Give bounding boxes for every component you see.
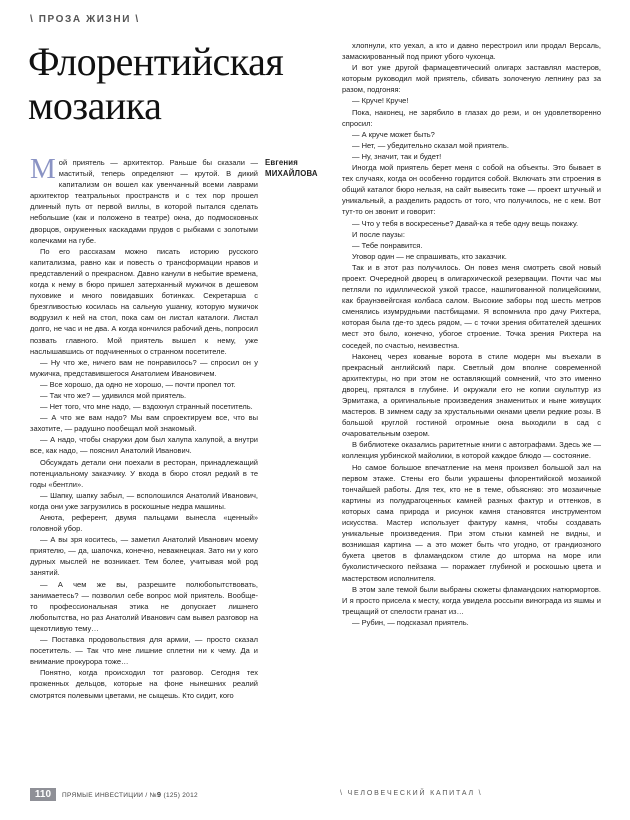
- paragraph: [342, 162, 601, 217]
- paragraph: [30, 512, 258, 534]
- paragraph: [30, 457, 258, 490]
- author-byline: [265, 157, 318, 179]
- paragraph: [342, 140, 601, 151]
- paragraph-text: — Ну, значит, так и будет!: [352, 151, 442, 161]
- paragraph: [342, 107, 601, 129]
- paragraph: [342, 129, 601, 140]
- paragraph: [30, 412, 258, 434]
- paragraph: [342, 62, 601, 95]
- paragraph: [30, 246, 258, 357]
- paragraph: [342, 262, 601, 351]
- paragraph-text: Но самое большое впечатление на меня произвел большой зал на первом этаже. Стены его были украшены флорентийской мозаикой тончайшей работы. Для тех, кто не в теме, объясняю: это мозаичные картины из полудрагоценных камней разных фактур и оттенков, в которых сама природа и рисунок камня становятся инструментом искусства. Мастер использует фактуру камня, чтобы создавать уникальные произведения. При этом стыки камней не видны, и возникшая картина — а это может быть что угодно, от грандиозного букета цветов в фламандском стиле до шторма на море или буколистического пейзажа — поражает глубиной и роскошью цвета и мастерством исполнителя.: [342, 462, 601, 583]
- magazine-info: [62, 790, 198, 799]
- title-line-1: Флорентийская: [28, 39, 284, 84]
- paragraph-text: — Тебе понравится.: [352, 240, 423, 250]
- section-rubric: \ ПРОЗА ЖИЗНИ \: [30, 14, 140, 25]
- paragraph-text: Анюта, референт, двумя пальцами вынесла «ценный» головной убор.: [30, 513, 258, 534]
- paragraph-text: Обсуждать детали они поехали в ресторан, принадлежащий потенциальному заказчику. У входа в бюро стоял редкий в те годы «бентли».: [30, 457, 258, 489]
- paragraph-text: Так и в этот раз получилось. Он повез меня смотреть свой новый проект. Очередной дворец в олигархической резервации. Почти час мы петляли по идиллической узкой трассе, нашпигованной полицейскими, как браунэвейгская колбаса салом. Высокие заборы под шесть метров сменялись изумрудными пастбищами. Я вспомнила про дачу Рихтера, которая была где-то здесь рядом, — с точки зрения обитателей здешних мест это было, конечно, убогое строение. Точка зрения Рихтера на соседей, по счастью, неизвестна.: [342, 262, 601, 350]
- issue-prefix: / №: [145, 792, 157, 799]
- paragraph: [342, 229, 601, 240]
- paragraph-text: — Поставка продовольствия для армии, — просто сказал посетитель. — Так что мне лишние сплетни ни к чему. Да и внимание прокурора тоже…: [30, 635, 258, 667]
- paragraph-text: — А круче может быть?: [352, 129, 435, 139]
- paragraph-text: По его рассказам можно писать историю русского капитализма, равно как и повесть о трансформации нравов и представлений о прекрасном. Давно канули в небытие времена, когда к нему в бюро пришел затерханный мужичок в дешевом пуховике и много повидавших ботинках. Секретарша с брезгливостью косилась на сальную ушанку, которую мужичок водрузил к ней на стол, пока сам он листал каталоги. Листал долго, не час и не два. А когда кончился рабочий день, попросил позвать главного. Мой приятель вышел к нему, уже наслышавшись от подчиненных о странном посетителе.: [30, 246, 258, 356]
- paragraph: [342, 439, 601, 461]
- page-footer: [0, 782, 630, 806]
- paragraph: [342, 251, 601, 262]
- paragraph: [342, 617, 601, 628]
- right-text-column: [342, 40, 601, 628]
- author-first-name: Евгения: [265, 158, 299, 167]
- paragraph-text: Пока, наконец, не зарябило в глазах до рези, и он удовлетворенно спросил:: [342, 107, 601, 128]
- paragraph-text: — А надо, чтобы снаружи дом был халупа халупой, а внутри все, как надо, — пояснил Анатолий Иванович.: [30, 435, 258, 456]
- paragraph: [342, 584, 601, 617]
- paragraph-text: — Ну что же, ничего вам не понравилось? — спросил он у мужичка, представившегося Анатолием Ивановичем.: [30, 357, 258, 378]
- paragraph-text: — А что же вам надо? Мы вам спроектируем все, что вы захотите, — радушно пообещал мой знакомый.: [30, 413, 258, 434]
- paragraph-text: Наконец через кованые ворота в стиле модерн мы въехали в прекрасный английский парк. Светлый дом вполне современной архитектуры, но при этом не оставляющий сомнений, что это именно дворец, прятался в глубине. И окружали его не копии скульптур из Эрмитажа, а оригинальные произведения знаменитых и ныне живущих мастеров. В зимнем саду за хрустальными окнами цвели редкие розы. В большой круглой гостиной огромные окна выходили в сад с очаровательным озером.: [342, 351, 601, 439]
- magazine-name: ПРЯМЫЕ ИНВЕСТИЦИИ: [62, 792, 144, 799]
- paragraph-text: — А чем же вы, разрешите полюбопытствовать, занимаетесь? — позволил себе вопрос мой приятель. Вообще-то профессиональная этика не допускает лишнего любопытства, но раз Анатолий Иванович сам вывел разговор на щекотливую тему…: [30, 579, 258, 633]
- article-title: [28, 40, 348, 128]
- paragraph: [30, 434, 258, 456]
- paragraph-text: Уговор один — не спрашивать, кто заказчик.: [352, 251, 507, 261]
- paragraph-text: И вот уже другой фармацевтический олигарх заставлял мастеров, которым руководил мой приятель, сбивать золоченую лепнину раз за разом, подгоняя:: [342, 63, 601, 95]
- left-text-column: [30, 153, 258, 701]
- paragraph: [342, 151, 601, 162]
- paragraph-text: — А вы зря коситесь, — заметил Анатолий Иванович моему приятелю, — да, шапочка, конечно, неважнецкая. Зато ни у кого дурных мыслей не возникает. Тем более, учитывая мой род занятий.: [30, 535, 258, 578]
- paragraph: [342, 351, 601, 440]
- footer-section-title: \ ЧЕЛОВЕЧЕСКИЙ КАПИТАЛ \: [340, 790, 483, 797]
- paragraph-text: — Нет, — убедительно сказал мой приятель.: [352, 140, 509, 150]
- paragraph: [30, 153, 258, 246]
- page-number-badge: 110: [30, 788, 56, 801]
- paragraph-text: В библиотеке оказались раритетные книги с автографами. Здесь же — коллекция урбинской майолики, в которой каждое блюдо — состояние.: [342, 440, 601, 461]
- paragraph: [30, 634, 258, 667]
- paragraph-text: — Рубин, — подсказал приятель.: [352, 617, 469, 627]
- paragraph: [342, 240, 601, 251]
- issue-number: 9: [156, 790, 162, 799]
- paragraph: [342, 95, 601, 106]
- paragraph-text: — Круче! Круче!: [352, 96, 409, 106]
- paragraph: [30, 379, 258, 390]
- paragraph: [30, 534, 258, 578]
- paragraph-text: — Так что же? — удивился мой приятель.: [40, 390, 187, 400]
- paragraph: [30, 490, 258, 512]
- paragraph-text: — Что у тебя в воскресенье? Давай-ка я тебе одну вещь покажу.: [352, 218, 579, 228]
- paragraph: [342, 218, 601, 229]
- paragraph-text: И после паузы:: [352, 229, 405, 239]
- paragraph-text: — Шапку, шапку забыл, — всполошился Анатолий Иванович, когда они уже загрузились в роскошные недра машины.: [30, 490, 258, 511]
- paragraph: [342, 462, 601, 584]
- paragraph: [30, 390, 258, 401]
- paragraph-text: — Все хорошо, да одно не хорошо, — почти пропел тот.: [40, 379, 236, 389]
- paragraph: [30, 667, 258, 700]
- paragraph: [30, 401, 258, 412]
- paragraph-text: Понятно, когда происходил тот разговор. Сегодня тех проженных дельцов, которые на фоне нынешних реалий смотрятся полевыми цветами, не сыщешь. Кто сидит, кого: [30, 668, 258, 700]
- drop-cap: М: [30, 153, 56, 185]
- title-line-2: мозаика: [28, 83, 162, 128]
- issue-suffix: (125) 2012: [163, 792, 198, 799]
- paragraph-text: Иногда мой приятель берет меня с собой на объекты. Это бывает в тех случаях, когда он особенно гордится собой. Включать эти строения в общий каталог бюро нельзя, на сайт вывесить тоже — проект штучный и уникальный, а разделить радость от того, что получилось, не с кем. Вот тут-то он звонит и говорит:: [342, 163, 601, 217]
- paragraph-text: хлопнули, кто уехал, а кто и давно перестроил или продал Версаль, замаскированный под приют убого чухонца.: [342, 41, 601, 62]
- paragraph: [30, 579, 258, 634]
- paragraph: [30, 357, 258, 379]
- author-last-name: МИХАЙЛОВА: [265, 169, 318, 178]
- paragraph-text: ой приятель — архитектор. Раньше бы сказали — маститый, теперь определяют — крутой. В дикий капитализм он вошел как увенчанный всеми лаврами архитектор театральных пространств и с тех пор прошел длинный путь от первой виллы, в которой пытался сделать небольшие (как и положено в театре) окна, до подмосковных дворцов, окруженных каскадами прудов с рыбками с золотыми колечками на губе.: [30, 158, 258, 245]
- paragraph-text: — Нет того, что мне надо, — вздохнул странный посетитель.: [40, 402, 253, 412]
- paragraph: [342, 40, 601, 62]
- paragraph-text: В этом зале темой были выбраны сюжеты фламандских натюрмортов. И я просто присела к месту, когда увидела россыпи винограда из яшмы и трещащий от спелости гранат из…: [342, 584, 601, 616]
